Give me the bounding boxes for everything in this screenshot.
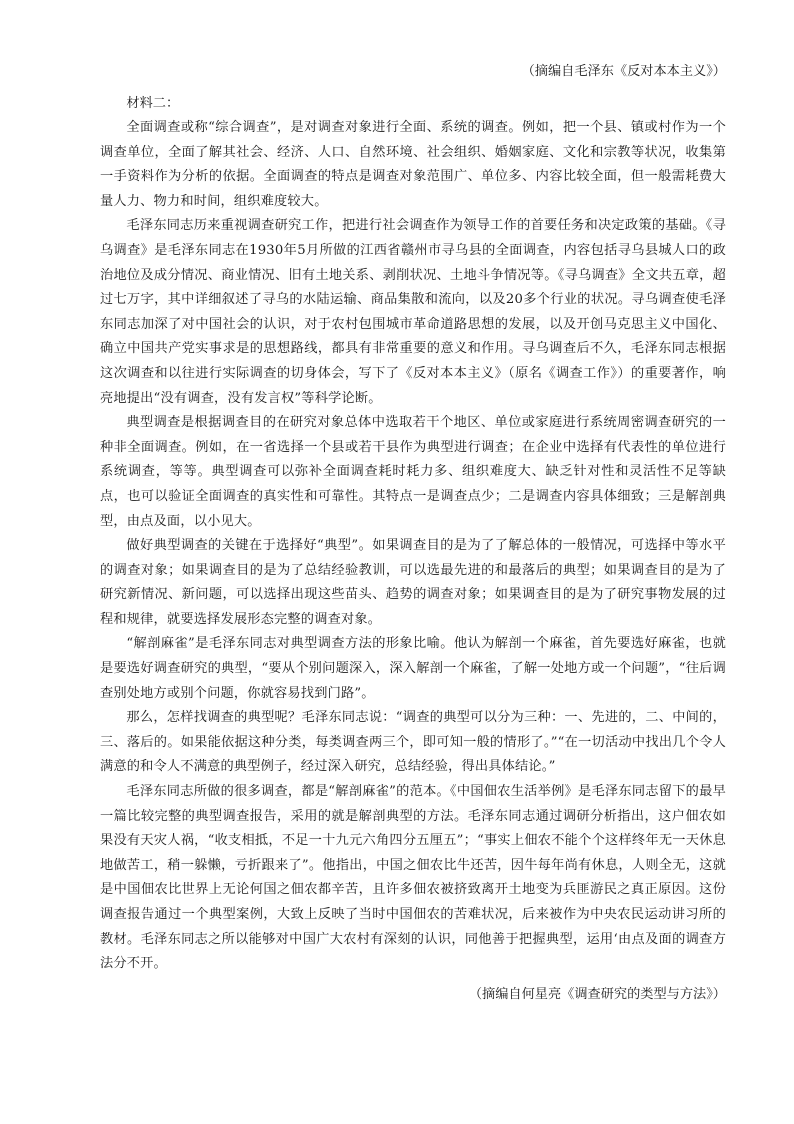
bottom-source-citation: （摘编自何星亮《调查研究的类型与方法》）: [468, 986, 726, 1002]
paragraph-1: 全面调查或称“综合调查”，是对调查对象进行全面、系统的调查。例如，把一个县、镇或村作为一个调查单位，全面了解其社会、经济、人口、自然环境、社会组织、婚姻家庭、文化和宗教等状况，收集第一手资料作为分析的依据。全面调查的特点是调查对象范围广、单位多、内容比较全面，但一般需耗费大量人力、物力和时间，组织难度较大。: [100, 120, 726, 209]
paragraph-3: 典型调查是根据调查目的在研究对象总体中选取若干个地区、单位或家庭进行系统周密调查研究的一种非全面调查。例如，在一省选择一个县或若干县作为典型进行调查；在企业中选择有代表性的单位进行系统调查，等等。典型调查可以弥补全面调查耗时耗力多、组织难度大、缺乏针对性和灵活性不足等缺点，也可以验证全面调查的真实性和可靠性。其特点一是调查点少；二是调查内容具体细致；三是解剖典型，由点及面，以小见大。: [100, 415, 726, 529]
document-page: [100, 60, 726, 1007]
paragraph-2: 毛泽东同志历来重视调查研究工作，把进行社会调查作为领导工作的首要任务和决定政策的基础。《寻乌调查》是毛泽东同志在1930年5月所做的江西省赣州市寻乌县的全面调查，内容包括寻乌县城人口的政治地位及成分情况、商业情况、旧有土地关系、剥削状况、土地斗争情况等。《寻乌调查》全文共五章，超过七万字，其中详细叙述了寻乌的水陆运输、商品集散和流向，以及20多个行业的状况。寻乌调查使毛泽东同志加深了对中国社会的认识，对于农村包围城市革命道路思想的发展，以及开创马克思主义中国化、确立中国共产党实事求是的思想路线，都具有非常重要的意义和作用。寻乌调查后不久，毛泽东同志根据这次调查和以往进行实际调查的切身体会，写下了《反对本本主义》（原名《调查工作》）的重要著作，响亮地提出“没有调查，没有发言权”等科学论断。: [100, 218, 726, 406]
top-source-citation: （摘编自毛泽东《反对本本主义》）: [521, 64, 726, 79]
material-label: 材料二：: [126, 96, 180, 111]
paragraph-6: 那么，怎样找调查的典型呢？毛泽东同志说：“调查的典型可以分为三种：一、先进的，二、中间的，三、落后的。如果能依据这种分类，每类调查两三个，即可知一般的情形了。”“在一切活动中找出几个令人满意的和令人不满意的典型例子，经过深入研究，总结经验，得出具体结论。”: [100, 710, 726, 775]
paragraph-7: 毛泽东同志所做的很多调查，都是“解剖麻雀”的范本。《中国佃农生活举例》是毛泽东同志留下的最早一篇比较完整的典型调查报告，采用的就是解剖典型的方法。毛泽东同志通过调研分析指出，这户佃农如果没有天灾人祸，“收支相抵，不足一十九元六角四分五厘五”；“事实上佃农不能个个这样终年无一天休息地做苦工，稍一躲懒，亏折跟来了”。他指出，中国之佃农比牛还苦，因牛每年尚有休息，人则全无，这就是中国佃农比世界上无论何国之佃农都辛苦，且许多佃农被挤致离开土地变为兵匪游民之真正原因。这份调查报告通过一个典型案例，大致上反映了当时中国佃农的苦难状况，后来被作为中央农民运动讲习所的教材。毛泽东同志之所以能够对中国广大农村有深刻的认识，同他善于把握典型，运用‘由点及面的调查方法分不开。: [100, 784, 726, 972]
paragraph-5: “解剖麻雀”是毛泽东同志对典型调查方法的形象比喻。他认为解剖一个麻雀，首先要选好麻雀，也就是要选好调查研究的典型，“要从个别问题深入，深入解剖一个麻雀，了解一处地方或一个问题”，“往后调查别处地方或别个问题，你就容易找到门路”。: [100, 636, 726, 701]
paragraph-4: 做好典型调查的关键在于选择好“典型”。如果调查目的是为了了解总体的一般情况，可选择中等水平的调查对象；如果调查目的是为了总结经验教训，可以选最先进的和最落后的典型；如果调查目的是为了研究新情况、新问题，可以选择出现这些苗头、趋势的调查对象；如果调查目的是为了研究事物发展的过程和规律，就要选择发展形态完整的调查对象。: [100, 538, 726, 627]
